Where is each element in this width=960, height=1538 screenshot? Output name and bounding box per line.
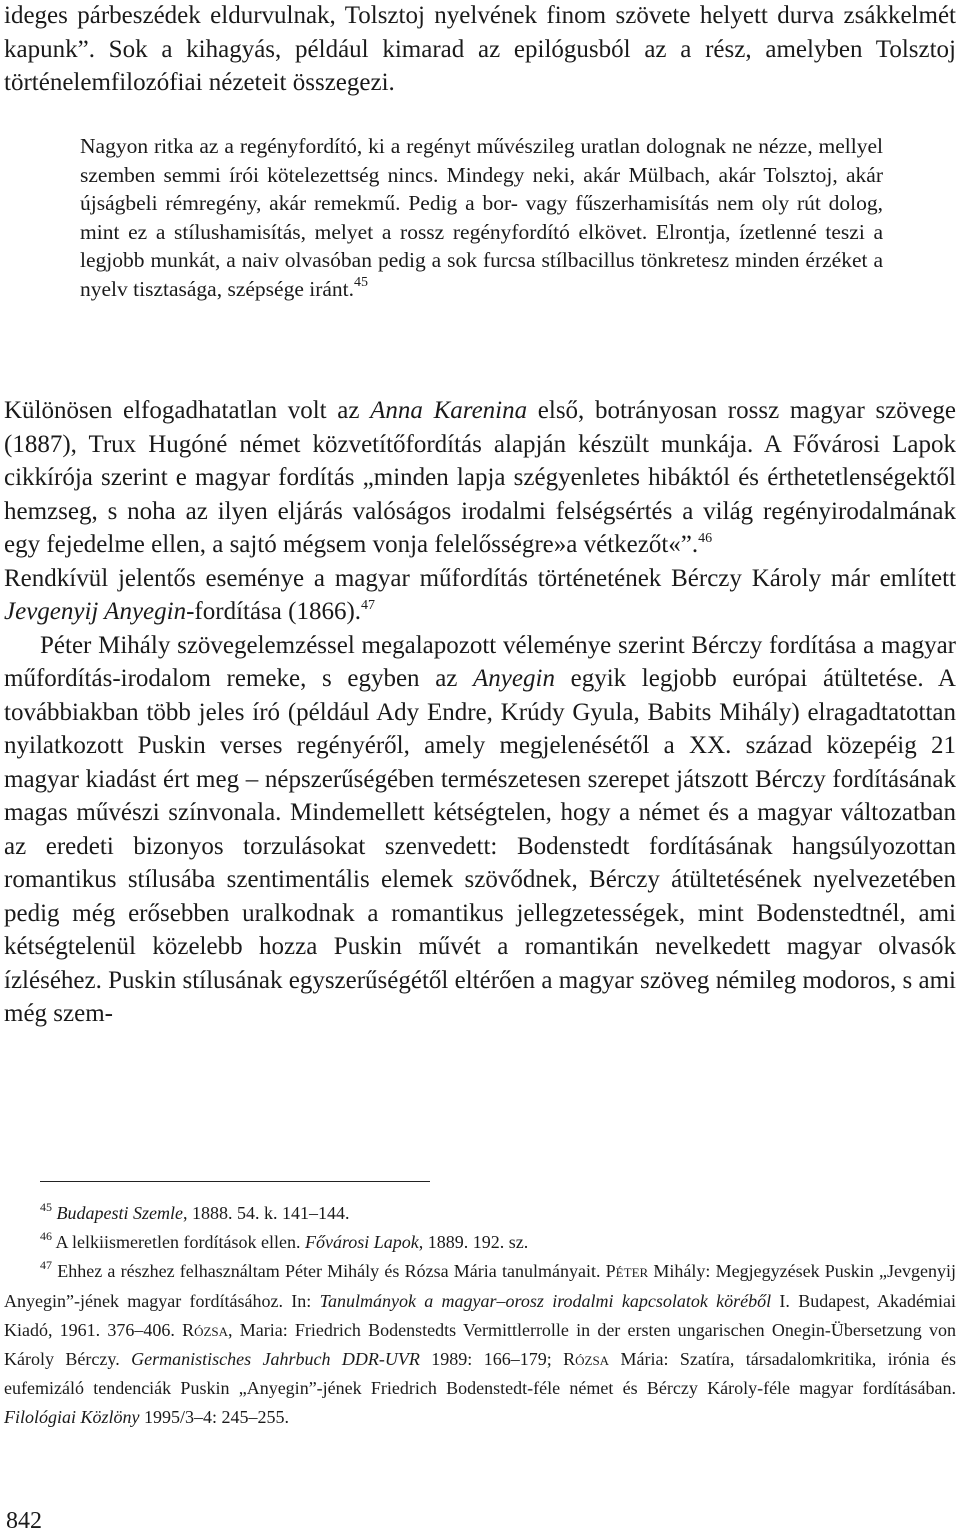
footnote-number: 45 bbox=[40, 1200, 52, 1214]
footnote-title: Germanistisches Jahrbuch DDR-UVR bbox=[131, 1349, 420, 1370]
footnote-number: 47 bbox=[40, 1258, 52, 1273]
paragraph-3-text-b: egyik legjobb európai átültetése. A továbbiakban több jeles író (például Ady Endre, Krúdy Gyula, Babits Mihály) elragadtatottan nyilatkozott Puskin verses regényéről, amely megjelenésétől a XX. század közepéig 21 magyar kiadást ért meg – népszerűségében természetesen szerepet játszott Bérczy fordításának magas művészi színvonala. Mindemellett kétségtelen, hogy a német és a magyar változatban az eredeti bizonyos torzulásokat szenvedett: Bodenstedt fordításának hangsúlyozottan romantikus stílusába szentimentális elemek szövődnek, Bérczy átültetésének nyelvezetében pedig még erősebben uralkodnak a romantikus jellegzetességek, mint Bodenstedtnél, ami kétségtelenül közelebb hozza Puskin művét a romantikán nevelkedett magyar olvasók ízléséhez. Puskin stílusának egyszerűségétől eltérően a magyar szöveg némileg modoros, s ami még szem- bbox=[4, 665, 956, 1027]
footnote-46 bbox=[4, 1228, 956, 1257]
paragraph-2-text-b: -fordítása (1866). bbox=[186, 598, 362, 625]
paragraph-3 bbox=[4, 629, 956, 1031]
block-quote bbox=[80, 132, 883, 304]
footnote-text: 1995/3–4: 245–255. bbox=[139, 1407, 290, 1428]
author-name: Rózsa bbox=[563, 1349, 610, 1370]
footnote-text: , 1889. 192. sz. bbox=[418, 1232, 529, 1253]
footnote-text: I. Budapest, Akadémiai Kiadó, 1961. 376–406. bbox=[4, 1290, 956, 1340]
paragraph-1-text-a: Különösen elfogadhatatlan volt az bbox=[4, 397, 371, 424]
page bbox=[4, 0, 956, 1534]
footnote-text: Mihály: Megjegyzések Puskin „Jevgenyij Anyegin”-jének magyar fordításához. In: bbox=[4, 1261, 956, 1311]
footnote-text: Mária: Szatíra, társadalomkritika, irónia és eufemizáló tendenciák Puskin „Anyegin”-jének Friedrich Bodenstedt-féle német és Bérczy Károly-féle magyar fordításában. bbox=[4, 1349, 956, 1399]
footnote-separator bbox=[40, 1181, 430, 1182]
paragraph-3-text-a: Péter Mihály szövegelemzéssel megalapozott véleménye szerint Bérczy fordítása a magyar műfordítás-irodalom remeke, s egyben az bbox=[4, 631, 956, 692]
main-text bbox=[4, 394, 956, 1031]
block-quote-text: Nagyon ritka az a regényfordító, ki a regényt művészileg uratlan dolognak ne nézze, mellyel szemben semmi írói kötelezettség nincs. Mindegy neki, akár Mülbach, akár Tolsztoj, akár újságbeli rémregény, akár remekmű. Pedig a bor- vagy fűszerhamisítás nem oly rút dolog, mint ez a stílushamisítás, melyet a rossz regényfordító elkövet. Elrontja, ízetlenné teszi a legjobb munkát, a naiv olvasóban pedig a sok furcsa stílbacillus tönkretesz minden érzéket a nyelv tisztasága, szépsége iránt. bbox=[80, 134, 883, 301]
footnote-ref-45[interactable]: 45 bbox=[354, 274, 369, 290]
footnote-text: , Maria: Friedrich Bodenstedts Vermittlerrolle in der ersten ungarischen Onegin-Übersetzung von Károly Bérczy. bbox=[4, 1319, 956, 1370]
footnote-text: , 1888. 54. k. 141–144. bbox=[182, 1203, 350, 1223]
paragraph-2 bbox=[4, 562, 956, 629]
work-title-jevgenyij-anyegin: Jevgenyij Anyegin bbox=[4, 598, 187, 625]
paragraph-1-text-b: első, botrányosan rossz magyar szövege (1887), Trux Hugóné német közvetítőfordítás alapján készült munkája. A Fővárosi Lapok cikkírója szerint e magyar fordítás „minden lapja szégyenletes hibáktól és érthetetlenségektől hemzseg, s noha az ilyen eljárás valóságos irodalmi felségsértés a világ regényirodalmának egy fejedelme ellen, a sajtó mégsem vonja felelősségre»a vétkezőt«”. bbox=[4, 397, 956, 558]
footnote-title: Filológiai Közlöny bbox=[4, 1407, 140, 1428]
footnote-title: Tanulmányok a magyar–orosz irodalmi kapcsolatok köréből bbox=[319, 1290, 772, 1311]
footnote-45 bbox=[4, 1199, 956, 1228]
footnotes bbox=[4, 1199, 956, 1433]
footnote-ref-46[interactable]: 46 bbox=[698, 531, 713, 546]
work-title-anna-karenina: Anna Karenina bbox=[370, 397, 528, 424]
footnote-text: 1989: 166–179; bbox=[419, 1349, 564, 1370]
author-name: Péter bbox=[605, 1261, 649, 1282]
footnote-title: Fővárosi Lapok bbox=[304, 1232, 419, 1253]
work-title-anyegin: Anyegin bbox=[473, 665, 555, 692]
paragraph-1 bbox=[4, 394, 956, 562]
footnote-text: A lelkiismeretlen fordítások ellen. bbox=[55, 1232, 305, 1253]
footnote-number: 46 bbox=[40, 1229, 52, 1244]
author-name: Rózsa bbox=[182, 1319, 229, 1340]
footnote-title: Budapesti Szemle bbox=[56, 1203, 183, 1223]
footnote-47 bbox=[4, 1257, 956, 1432]
top-paragraph-text: ideges párbeszédek eldurvulnak, Tolsztoj nyelvének finom szövete helyett durva zsákkelmét kapunk”. Sok a kihagyás, például kimarad az epilógusból az a rész, amelyben Tolsztoj történelemfilozófiai nézeteit összegezi. bbox=[4, 2, 956, 96]
paragraph-2-text-a: Rendkívül jelentős eseménye a magyar műfordítás történetének Bérczy Károly már említett bbox=[4, 564, 956, 592]
footnote-text: Ehhez a részhez felhasználtam Péter Mihály és Rózsa Mária tanulmányait. bbox=[57, 1261, 606, 1282]
footnote-ref-47[interactable]: 47 bbox=[361, 598, 376, 613]
page-number: 842 bbox=[6, 1508, 42, 1534]
top-paragraph bbox=[4, 0, 956, 100]
